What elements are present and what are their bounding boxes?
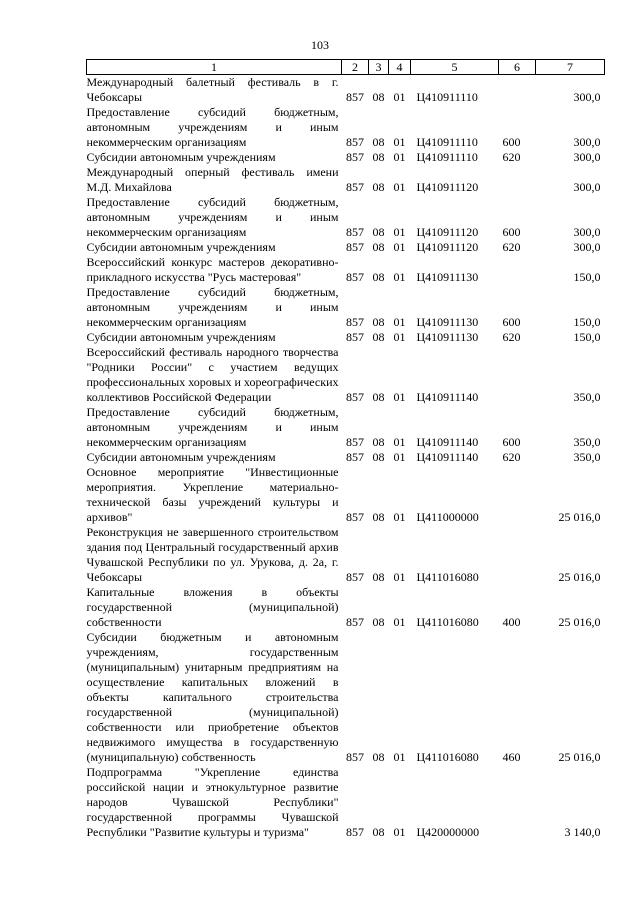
row-expense-type-code: 400 <box>502 615 521 629</box>
table-row <box>87 165 605 195</box>
row-expense-type-code: 460 <box>502 750 521 764</box>
row-ministry-code: 857 <box>346 150 364 164</box>
row-ministry-code: 857 <box>346 330 364 344</box>
row-name: Субсидии автономным учреждениям <box>86 150 276 164</box>
row-amount: 150,0 <box>573 315 601 329</box>
row-ministry-code: 857 <box>346 450 364 464</box>
row-section-code: 08 <box>372 135 385 149</box>
row-amount: 25 016,0 <box>558 510 601 524</box>
row-expense-type-code: 600 <box>502 315 521 329</box>
table-row <box>87 150 605 165</box>
row-section-code: 08 <box>372 150 385 164</box>
row-subsection-code: 01 <box>393 615 406 629</box>
row-target-code: Ц410911130 <box>416 270 479 284</box>
table-row <box>87 105 605 150</box>
row-subsection-code: 01 <box>393 750 406 764</box>
row-amount: 3 140,0 <box>564 825 601 839</box>
row-ministry-code: 857 <box>346 435 364 449</box>
table-body <box>87 75 605 841</box>
table-row <box>87 465 605 525</box>
row-target-code: Ц410911110 <box>416 90 478 104</box>
row-subsection-code: 01 <box>393 90 406 104</box>
row-name: Основное мероприятие "Инвестиционные мероприятия. Укрепление материально-технической базы учреждений культуры и архивов" <box>86 465 339 524</box>
row-name: Предоставление субсидий бюджетным, автономным учреждениям и иным некоммерческим организациям <box>86 405 339 449</box>
row-amount: 300,0 <box>573 135 601 149</box>
table-row <box>87 75 605 106</box>
row-expense-type-code <box>499 165 536 195</box>
budget-table <box>86 59 605 840</box>
row-subsection-code: 01 <box>393 150 406 164</box>
row-target-code: Ц410911140 <box>416 435 479 449</box>
row-subsection-code: 01 <box>393 435 406 449</box>
row-section-code: 08 <box>372 435 385 449</box>
row-expense-type-code: 600 <box>502 135 521 149</box>
row-target-code: Ц410911110 <box>416 135 478 149</box>
row-subsection-code: 01 <box>393 825 406 839</box>
row-target-code: Ц410911120 <box>416 180 479 194</box>
row-ministry-code: 857 <box>346 615 364 629</box>
row-amount: 150,0 <box>573 270 601 284</box>
row-amount: 350,0 <box>573 450 601 464</box>
row-amount: 350,0 <box>573 435 601 449</box>
table-row <box>87 195 605 240</box>
row-ministry-code: 857 <box>346 390 364 404</box>
row-name: Капитальные вложения в объекты государственной (муниципальной) собственности <box>86 585 339 629</box>
row-section-code: 08 <box>372 615 385 629</box>
row-ministry-code: 857 <box>346 225 364 239</box>
row-section-code: 08 <box>372 510 385 524</box>
header-col-ministry: 2 <box>342 60 369 75</box>
row-subsection-code: 01 <box>393 510 406 524</box>
row-subsection-code: 01 <box>393 135 406 149</box>
row-amount: 300,0 <box>573 225 601 239</box>
row-ministry-code: 857 <box>346 180 364 194</box>
row-target-code: Ц420000000 <box>416 825 480 839</box>
row-name: Всероссийский фестиваль народного творчества "Родники России" с участием ведущих профессиональных хоровых и хореографических коллективов Российской Федерации <box>86 345 339 404</box>
row-target-code: Ц410911110 <box>416 150 478 164</box>
table-row <box>87 525 605 585</box>
row-section-code: 08 <box>372 240 385 254</box>
row-expense-type-code <box>499 525 536 585</box>
header-col-amount: 7 <box>536 60 605 75</box>
row-target-code: Ц411016080 <box>416 570 479 584</box>
row-target-code: Ц411016080 <box>416 750 479 764</box>
table-header <box>87 60 605 75</box>
row-section-code: 08 <box>372 270 385 284</box>
row-section-code: 08 <box>372 330 385 344</box>
row-section-code: 08 <box>372 825 385 839</box>
row-name: Субсидии автономным учреждениям <box>86 450 276 464</box>
row-ministry-code: 857 <box>346 90 364 104</box>
row-amount: 300,0 <box>573 180 601 194</box>
row-name: Субсидии бюджетным и автономным учреждениям, государственным (муниципальным) унитарным предприятиям на осуществление капитальных вложений в объекты капитального строительства государственной (муниципальной) собственности или приобретение объектов недвижимого имущества в государственную (муниципальную) собственность <box>86 630 339 764</box>
row-amount: 350,0 <box>573 390 601 404</box>
row-name: Подпрограмма "Укрепление единства российской нации и этнокультурное развитие народов Чувашской Республики" государственной программы Чувашской Республики "Развитие культуры и туризма" <box>86 765 339 839</box>
row-ministry-code: 857 <box>346 825 364 839</box>
row-amount: 300,0 <box>573 240 601 254</box>
row-ministry-code: 857 <box>346 270 364 284</box>
row-name: Международный балетный фестиваль в г. Чебоксары <box>86 75 339 104</box>
header-col-subsection: 4 <box>389 60 411 75</box>
table-row <box>87 255 605 285</box>
row-amount: 25 016,0 <box>558 750 601 764</box>
row-target-code: Ц410911140 <box>416 390 479 404</box>
table-row <box>87 630 605 765</box>
row-subsection-code: 01 <box>393 225 406 239</box>
row-name: Субсидии автономным учреждениям <box>86 240 276 254</box>
row-target-code: Ц410911130 <box>416 330 479 344</box>
table-row <box>87 405 605 450</box>
header-col-expense-type: 6 <box>499 60 536 75</box>
row-target-code: Ц410911120 <box>416 240 479 254</box>
row-expense-type-code <box>499 255 536 285</box>
row-name: Предоставление субсидий бюджетным, автономным учреждениям и иным некоммерческим организациям <box>86 195 339 239</box>
row-expense-type-code: 620 <box>502 150 521 164</box>
row-expense-type-code <box>499 75 536 106</box>
row-subsection-code: 01 <box>393 180 406 194</box>
table-row <box>87 240 605 255</box>
header-col-target: 5 <box>411 60 499 75</box>
row-subsection-code: 01 <box>393 240 406 254</box>
table-row <box>87 765 605 840</box>
row-amount: 25 016,0 <box>558 570 601 584</box>
row-amount: 150,0 <box>573 330 601 344</box>
row-name: Предоставление субсидий бюджетным, автономным учреждениям и иным некоммерческим организациям <box>86 105 339 149</box>
table-row <box>87 585 605 630</box>
row-subsection-code: 01 <box>393 270 406 284</box>
row-section-code: 08 <box>372 180 385 194</box>
row-subsection-code: 01 <box>393 570 406 584</box>
row-target-code: Ц410911130 <box>416 315 479 329</box>
row-expense-type-code: 600 <box>502 435 521 449</box>
row-name: Всероссийский конкурс мастеров декоративно-прикладного искусства "Русь мастеровая" <box>86 255 339 284</box>
row-section-code: 08 <box>372 90 385 104</box>
row-amount: 300,0 <box>573 90 601 104</box>
page-number: 103 <box>311 38 329 52</box>
row-name: Международный оперный фестиваль имени М.Д. Михайлова <box>86 165 339 194</box>
row-expense-type-code <box>499 465 536 525</box>
row-ministry-code: 857 <box>346 240 364 254</box>
row-target-code: Ц410911120 <box>416 225 479 239</box>
row-ministry-code: 857 <box>346 510 364 524</box>
row-target-code: Ц411000000 <box>416 510 479 524</box>
row-subsection-code: 01 <box>393 450 406 464</box>
row-expense-type-code <box>499 765 536 840</box>
table-row <box>87 345 605 405</box>
row-ministry-code: 857 <box>346 570 364 584</box>
row-name: Субсидии автономным учреждениям <box>86 330 276 344</box>
row-section-code: 08 <box>372 315 385 329</box>
row-expense-type-code: 620 <box>502 450 521 464</box>
row-name: Реконструкция не завершенного строительством здания под Центральный государственный архив Чувашской Республики по ул. Урукова, д. 2а, г. Чебоксары <box>86 525 339 584</box>
row-subsection-code: 01 <box>393 315 406 329</box>
table-row <box>87 330 605 345</box>
row-section-code: 08 <box>372 750 385 764</box>
row-expense-type-code: 600 <box>502 225 521 239</box>
header-col-section: 3 <box>369 60 389 75</box>
row-section-code: 08 <box>372 570 385 584</box>
row-amount: 25 016,0 <box>558 615 601 629</box>
row-section-code: 08 <box>372 390 385 404</box>
row-expense-type-code <box>499 345 536 405</box>
row-expense-type-code: 620 <box>502 330 521 344</box>
row-amount: 300,0 <box>573 150 601 164</box>
row-ministry-code: 857 <box>346 750 364 764</box>
row-subsection-code: 01 <box>393 330 406 344</box>
row-section-code: 08 <box>372 225 385 239</box>
header-col-name: 1 <box>87 60 342 75</box>
row-target-code: Ц410911140 <box>416 450 479 464</box>
row-name: Предоставление субсидий бюджетным, автономным учреждениям и иным некоммерческим организациям <box>86 285 339 329</box>
row-subsection-code: 01 <box>393 390 406 404</box>
row-target-code: Ц411016080 <box>416 615 479 629</box>
row-ministry-code: 857 <box>346 315 364 329</box>
table-row <box>87 450 605 465</box>
row-section-code: 08 <box>372 450 385 464</box>
table-row <box>87 285 605 330</box>
row-expense-type-code: 620 <box>502 240 521 254</box>
row-ministry-code: 857 <box>346 135 364 149</box>
